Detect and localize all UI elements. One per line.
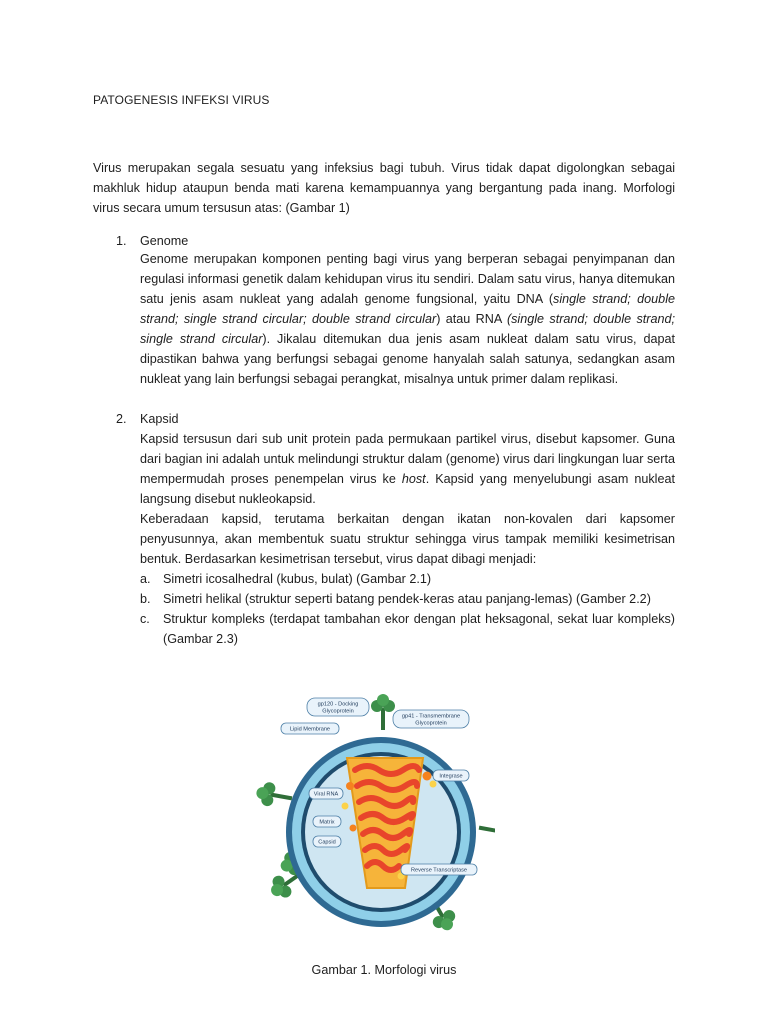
sub-item-b: Simetri helikal (struktur seperti batang pendek-keras atau panjang-lemas) (Gamber 2.2) xyxy=(163,592,651,606)
page-title: PATOGENESIS INFEKSI VIRUS xyxy=(93,93,270,107)
sub-mark-c: c. xyxy=(140,612,150,626)
genome-text-c: ) atau RNA xyxy=(436,312,507,326)
genome-text-a: Genome merupakan komponen penting bagi virus yang berperan sebagai penyimpanan dan regulasi informasi genetik dalam kehidupan virus itu sendiri. Dalam satu virus, hanya ditemukan satu jenis asam nukleat yang adalah genome fungsional, yaitu DNA ( xyxy=(140,252,675,306)
sub-item-a: Simetri icosalhedral (kubus, bulat) (Gambar 2.1) xyxy=(163,572,432,586)
genome-text-rna-types: (single strand; double strand; single strand circular xyxy=(140,312,675,346)
label-capsid: Capsid xyxy=(318,839,336,846)
label-integrase: Integrase xyxy=(439,773,463,780)
kapsid-paragraph-2: Keberadaan kapsid, terutama berkaitan dengan ikatan non-kovalen dari kapsomer penyusunnya, akan membentuk suatu struktur sehingga virus tampak memiliki kesimetrisan bentuk. Berdasarkan kesimetrisan tersebut, virus dapat dibagi menjadi: xyxy=(140,512,675,566)
list-number-2: 2. xyxy=(116,412,127,426)
label-gp41-line1: gp41 - Transmembrane xyxy=(401,713,461,720)
genome-text-e: ). Jikalau ditemukan dua jenis asam nukleat dalam satu virus, dapat dipastikan bahwa yang berfungsi sebagai genome hanyalah salah satunya, sedangkan asam nukleat yang lain berfungsi sebagai perangkat, misalnya untuk primer dalam replikasi. xyxy=(140,332,675,386)
intro-paragraph: Virus merupakan segala sesuatu yang infeksius bagi tubuh. Virus tidak dapat digolongkan sebagai makhluk hidup ataupun benda mati karena kemampuannya yang bergantung pada inang. Morfologi virus secara umum tersusun atas: (Gambar 1) xyxy=(93,161,675,215)
label-lipid-membrane: Lipid Membrane xyxy=(289,726,331,733)
list-heading-genome: Genome xyxy=(140,234,189,248)
list-number-1: 1. xyxy=(116,234,127,248)
figure-caption: Gambar 1. Morfologi virus xyxy=(311,963,457,977)
list-heading-kapsid: Kapsid xyxy=(140,412,179,426)
kapsid-text-c: . Kapsid yang menyelubungi asam nukleat langsung disebut nukleokapsid. xyxy=(140,472,675,506)
sub-mark-a: a. xyxy=(140,572,151,586)
genome-text-dna-types: single strand; double strand; single strand circular; double strand circular xyxy=(140,292,675,326)
label-reverse-transcriptase: Reverse Transcriptase xyxy=(411,867,467,874)
sub-item-c: Struktur kompleks (terdapat tambahan ekor dengan plat heksagonal, sekat luar kompleks) (Gambar 2.3) xyxy=(163,612,675,646)
label-viral-rna: Viral RNA xyxy=(313,791,339,798)
kapsid-text-a: Kapsid tersusun dari sub unit protein pada permukaan partikel virus, disebut kapsomer. Guna dari bagian ini adalah untuk melindungi struktur dalam (genome) virus dari lingkungan luar serta mempermudah proses penempelan virus ke xyxy=(140,432,675,486)
sub-mark-b: b. xyxy=(140,592,151,606)
genome-paragraph xyxy=(140,249,675,389)
label-gp120-line2: Glycoprotein xyxy=(322,708,354,715)
label-gp41-line2: Glycoprotein xyxy=(415,720,447,727)
label-matrix: Matrix xyxy=(319,819,335,826)
virus-morphology-figure xyxy=(255,688,495,946)
kapsid-paragraph-1 xyxy=(140,429,675,509)
kapsid-text-host: host xyxy=(401,472,426,486)
label-gp120-line1: gp120 - Docking xyxy=(317,701,359,708)
